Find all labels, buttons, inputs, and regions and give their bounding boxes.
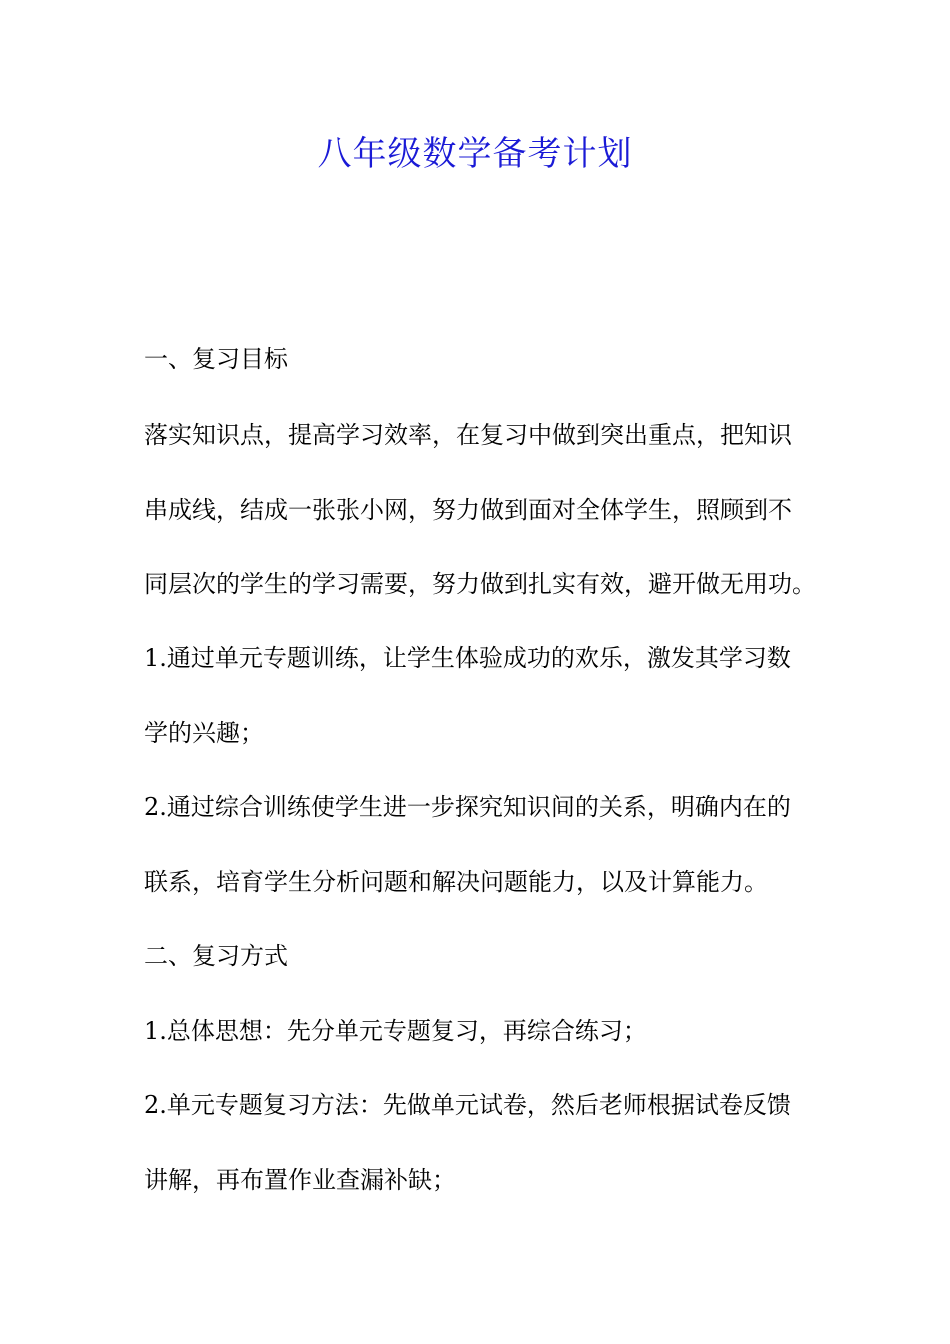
list-item-line: 1.通过单元专题训练，让学生体验成功的欢乐，激发其学习数	[144, 644, 791, 672]
paragraph-line: 同层次的学生的学习需要，努力做到扎实有效，避开做无用功。	[144, 570, 816, 598]
section-heading-review-methods: 二、复习方式	[144, 942, 288, 970]
list-item-line: 2.单元专题复习方法：先做单元试卷，然后老师根据试卷反馈	[144, 1091, 791, 1119]
list-item-line: 1.总体思想：先分单元专题复习，再综合练习；	[144, 1017, 647, 1045]
section-heading-review-goals: 一、复习目标	[144, 345, 288, 373]
list-item-line: 讲解，再布置作业查漏补缺；	[144, 1166, 456, 1194]
list-item-line: 2.通过综合训练使学生进一步探究知识间的关系，明确内在的	[144, 793, 791, 821]
list-item-line: 学的兴趣；	[144, 719, 264, 747]
document-title: 八年级数学备考计划	[317, 134, 633, 174]
list-item-line: 联系，培育学生分析问题和解决问题能力，以及计算能力。	[144, 868, 768, 896]
paragraph-line: 落实知识点，提高学习效率，在复习中做到突出重点，把知识	[144, 421, 792, 449]
paragraph-line: 串成线，结成一张张小网，努力做到面对全体学生，照顾到不	[144, 496, 792, 524]
